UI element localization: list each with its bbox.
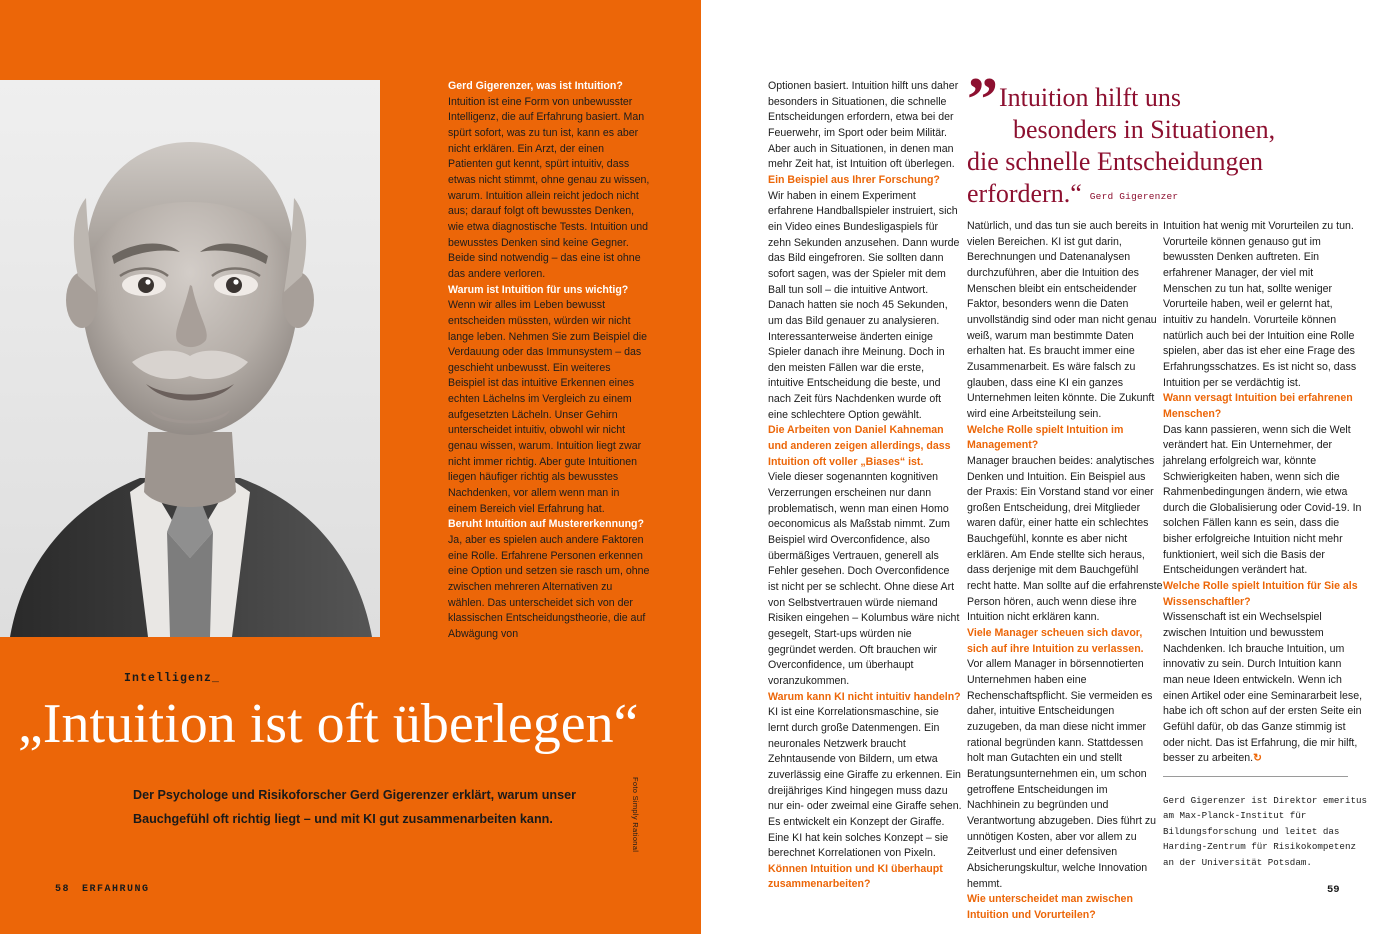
question-11: Wann versagt Intuition bei erfahrenen Menschen? xyxy=(1163,392,1353,420)
divider xyxy=(1163,776,1348,777)
page-title: „Intuition ist oft überlegen“ xyxy=(18,693,639,755)
pull-quote-line-4-text: erfordern.“ xyxy=(967,179,1082,208)
body-column-1 xyxy=(448,79,650,643)
question-12: Welche Rolle spielt Intuition für Sie als Wissenschaftler? xyxy=(1163,580,1358,608)
question-1: Gerd Gigerenzer, was ist Intuition? xyxy=(448,80,623,92)
folio-right-number: 59 xyxy=(1327,884,1340,896)
standfirst: Der Psychologe und Risikoforscher Gerd Gigerenzer erklärt, warum unser Bauchgefühl oft richtig liegt – und mit KI gut zusammenarbeiten kann. xyxy=(133,788,577,826)
question-3: Beruht Intuition auf Mustererkennung? xyxy=(448,518,644,531)
folio-left-number: 58 xyxy=(55,884,71,895)
kicker: Intelligenz_ xyxy=(124,672,221,685)
answer-9: Vor allem Manager in börsennotierten Unternehmen haben eine Rechenschaftspflicht. Sie vermeiden es daher, intuitive Entscheidungen zuzugeben, da man diese nicht immer rational begründen kann. Stattdessen holt man Gutachten ein und stellt Beratungsunternehmen ein, um schon getroffene Entscheidungen im Nachhinein zu begründen und Verantwortung abzugeben. Dies führt zu unnötigen Kosten, aber vor allem zu Zeitverlust und einer defensiven Absicherungskultur, welche Innovation hemmt. xyxy=(967,658,1157,890)
end-mark-icon: ↻ xyxy=(1253,752,1262,765)
quote-mark-icon: ” xyxy=(967,66,995,134)
folio-left xyxy=(55,884,150,895)
pull-quote-line-3: die schnelle Entscheidungen xyxy=(967,147,1264,176)
right-page xyxy=(701,0,1400,934)
answer-6: KI ist eine Korrelationsmaschine, sie lernt durch große Datenmengen. Ein neuronales Netzwerk braucht Zehntausende von Bildern, um etwa zuverlässig eine Giraffe zu erkennen. Ein dreijähriges Kind hingegen muss dazu nur ein- oder zweimal eine Giraffe sehen. Es entwickelt ein Konzept der Giraffe. Eine KI hat kein solches Konzept – sie berechnet Korrelationen von Pixeln. xyxy=(768,706,962,860)
question-8: Welche Rolle spielt Intuition im Management? xyxy=(967,423,1124,452)
question-9: Viele Manager scheuen sich davor, sich auf ihre Intuition zu verlassen. xyxy=(967,627,1144,655)
pull-quote xyxy=(967,66,1367,213)
answer-8: Manager brauchen beides: analytisches Denken und Intuition. Ein Beispiel aus der Praxis: Ein Vorstand stand vor einer großen Entscheidung, drei Mitglieder waren dafür, einer hatte ein schlechtes Bauchgefühl, konnte es aber nicht erklären. Am Ende stellte sich heraus, dass derjenige mit dem Bauchgefühl recht hatte. Man sollte auf die erfahrenste Person hören, auch wenn diese ihre Intuition nicht erklären kann. xyxy=(967,454,1163,624)
question-6: Warum kann KI nicht intuitiv handeln? xyxy=(768,690,961,703)
answer-3-cont: Optionen basiert. Intuition hilft uns daher besonders in Situationen, die schnelle Entscheidungen erfordern, etwa bei der Feuerwehr, im Sport oder beim Militär. Aber auch in Situationen, in denen man mehr Zeit hat, ist Intuition oft überlegen. xyxy=(768,80,959,171)
body-column-3 xyxy=(967,219,1163,924)
pull-quote-attribution: Gerd Gigerenzer xyxy=(1089,191,1179,202)
answer-7: Natürlich, und das tun sie auch bereits in vielen Bereichen. KI ist gut darin, Berechnungen und Datenanalysen durchzuführen, aber die Intuition des Menschen bleibt ein entscheidender Faktor, besonders wenn die Daten unvollständig sind oder man nicht genau weiß, warum man bestimmte Daten erhalten hat. Es braucht immer eine Zusammenarbeit. Es wäre falsch zu glauben, dass eine KI ein ganzes Unternehmen leiten könnte. Die Zukunft wird eine Arbeitsteilung sein. xyxy=(967,220,1159,420)
author-bio: Gerd Gigerenzer ist Direktor emeritus am Max-Planck-Institut für Bildungsforschung und leitet das Harding-Zentrum für Risikokompetenz an der Universität Potsdam. xyxy=(1163,795,1367,868)
body-column-2 xyxy=(768,79,962,893)
answer-5: Viele dieser sogenannten kognitiven Verzerrungen erscheinen nur dann problematisch, wenn man einen Homo oeconomicus als Maßstab nimmt. Zum Beispiel wird Overconfidence, also übermäßiges Vertrauen, generell als Fehler gesehen. Doch Overconfidence ist nicht per se schlecht. Ohne diese Art von Selbstvertrauen würde niemand Risiken eingehen – Kolumbus wäre nicht gesegelt, Start-ups würden nie gegründet werden. Oft brauchen wir Overconfidence, um überhaupt voranzukommen. xyxy=(768,471,960,687)
question-10: Wie unterscheidet man zwischen Intuition und Vorurteilen? xyxy=(967,893,1133,921)
body-column-4 xyxy=(1163,219,1363,767)
folio-left-section: ERFAHRUNG xyxy=(82,884,150,895)
answer-4: Wir haben in einem Experiment erfahrene Handballspieler instruiert, sich ein Video eines Bundesligaspiels für zehn Sekunden anzusehen. Dann wurde das Bild eingefroren. Sie sollten dann sofort sagen, was der Spieler mit dem Ball tun soll – die intuitive Antwort. Danach hatten sie noch 45 Sekunden, um das Bild genauer zu analysieren. Interessanterweise änderten einige Spieler danach ihre Meinung. Doch in den meisten Fällen war die erste, intuitive Entscheidung die beste, und nach Zeit fürs Nachdenken wurde oft eine schlechtere Option gewählt. xyxy=(768,189,960,421)
pull-quote-line-2: besonders in Situationen, xyxy=(1013,115,1276,144)
answer-1: Intuition ist eine Form von unbewusster Intelligenz, die auf Erfahrung basiert. Man spürt sofort, was zu tun ist, kann es aber nicht erklären. Ein Arzt, der einen Patienten gut kennt, spürt intuitiv, dass etwas nicht stimmt, ohne genau zu wissen, warum. Intuition allein reicht jedoch nicht aus; darauf folgt oft bewusstes Denken, wie etwa diagnostische Tests. Intuition und bewusstes Denken sind keine Gegner. Beide sind notwendig – das eine ist ohne das andere verloren. xyxy=(448,95,650,280)
answer-10: Intuition hat wenig mit Vorurteilen zu tun. Vorurteile können genauso gut im bewussten Denken auftreten. Ein erfahrener Manager, der viel mit Menschen zu tun hat, sollte weniger Vorurteile haben, weil er gelernt hat, intuitiv zu handeln. Vorurteile können natürlich auch bei der Intuition eine Rolle spielen, aber das ist eher eine Frage des Erfahrungsschatzes. Es ist nicht so, dass Intuition per se verdächtig ist. xyxy=(1163,220,1357,389)
answer-11: Das kann passieren, wenn sich die Welt verändert hat. Ein Unternehmer, der jahrelang erfolgreich war, könnte Schwierigkeiten haben, wenn sich die Rahmenbedingungen ändern, wie etwa durch die Globalisierung oder Covid-19. In solchen Fällen kann es sein, dass die bisher erfolgreiche Intuition nicht mehr funktioniert, weil sich die Basis der Entscheidungen verändert hat. xyxy=(1163,423,1362,577)
question-5: Die Arbeiten von Daniel Kahneman und anderen zeigen allerdings, dass Intuition oft voller „Biases“ ist. xyxy=(768,424,951,468)
answer-2: Wenn wir alles im Leben bewusst entscheiden müssten, würden wir nicht lange leben. Nehmen Sie zum Beispiel die Verdauung oder das Immunsystem – das geschieht unbewusst. Ein weiteres Beispiel ist das intuitive Erkennen eines echten Lächelns im Vergleich zu einem aufgesetzten Lächeln. Unser Gehirn unterscheidet intuitiv, obwohl wir nicht genau wissen, warum. Intuition liegt zwar nicht immer richtig. Aber gute Intuitionen liegen häufiger richtig als bewusstes Nachdenken, vor allem wenn man in einem Bereich viel Erfahrung hat. xyxy=(448,299,648,515)
question-4: Ein Beispiel aus Ihrer Forschung? xyxy=(768,173,940,186)
question-7: Können Intuition und KI überhaupt zusammenarbeiten? xyxy=(768,862,943,891)
question-2: Warum ist Intuition für uns wichtig? xyxy=(448,283,629,296)
pull-quote-line-1: Intuition hilft uns xyxy=(999,83,1181,112)
answer-12: Wissenschaft ist ein Wechselspiel zwischen Intuition und bewusstem Nachdenken. Ich brauche Intuition, um innovativ zu sein. Durch Intuition kann man neue Ideen entwickeln. Wenn ich einen Artikel oder eine Seminararbeit lese, habe ich oft schon auf der ersten Seite ein Gefühl dafür, ob das Ganze stimmig ist oder nicht. Das ist Erfahrung, die mir hilft, besser zu arbeiten. xyxy=(1163,611,1363,765)
photo-credit: Foto Simply Rational xyxy=(631,777,640,853)
pull-quote-line-4 xyxy=(967,178,1367,213)
answer-3: Ja, aber es spielen auch andere Faktoren eine Rolle. Erfahrene Personen erkennen eine Option und setzen sie rasch um, ohne zwischen mehreren Alternativen zu wählen. Das unterscheidet sich von der klassischen Entscheidungstheorie, die auf Abwägung von xyxy=(448,534,650,640)
portrait-photo xyxy=(0,80,380,637)
